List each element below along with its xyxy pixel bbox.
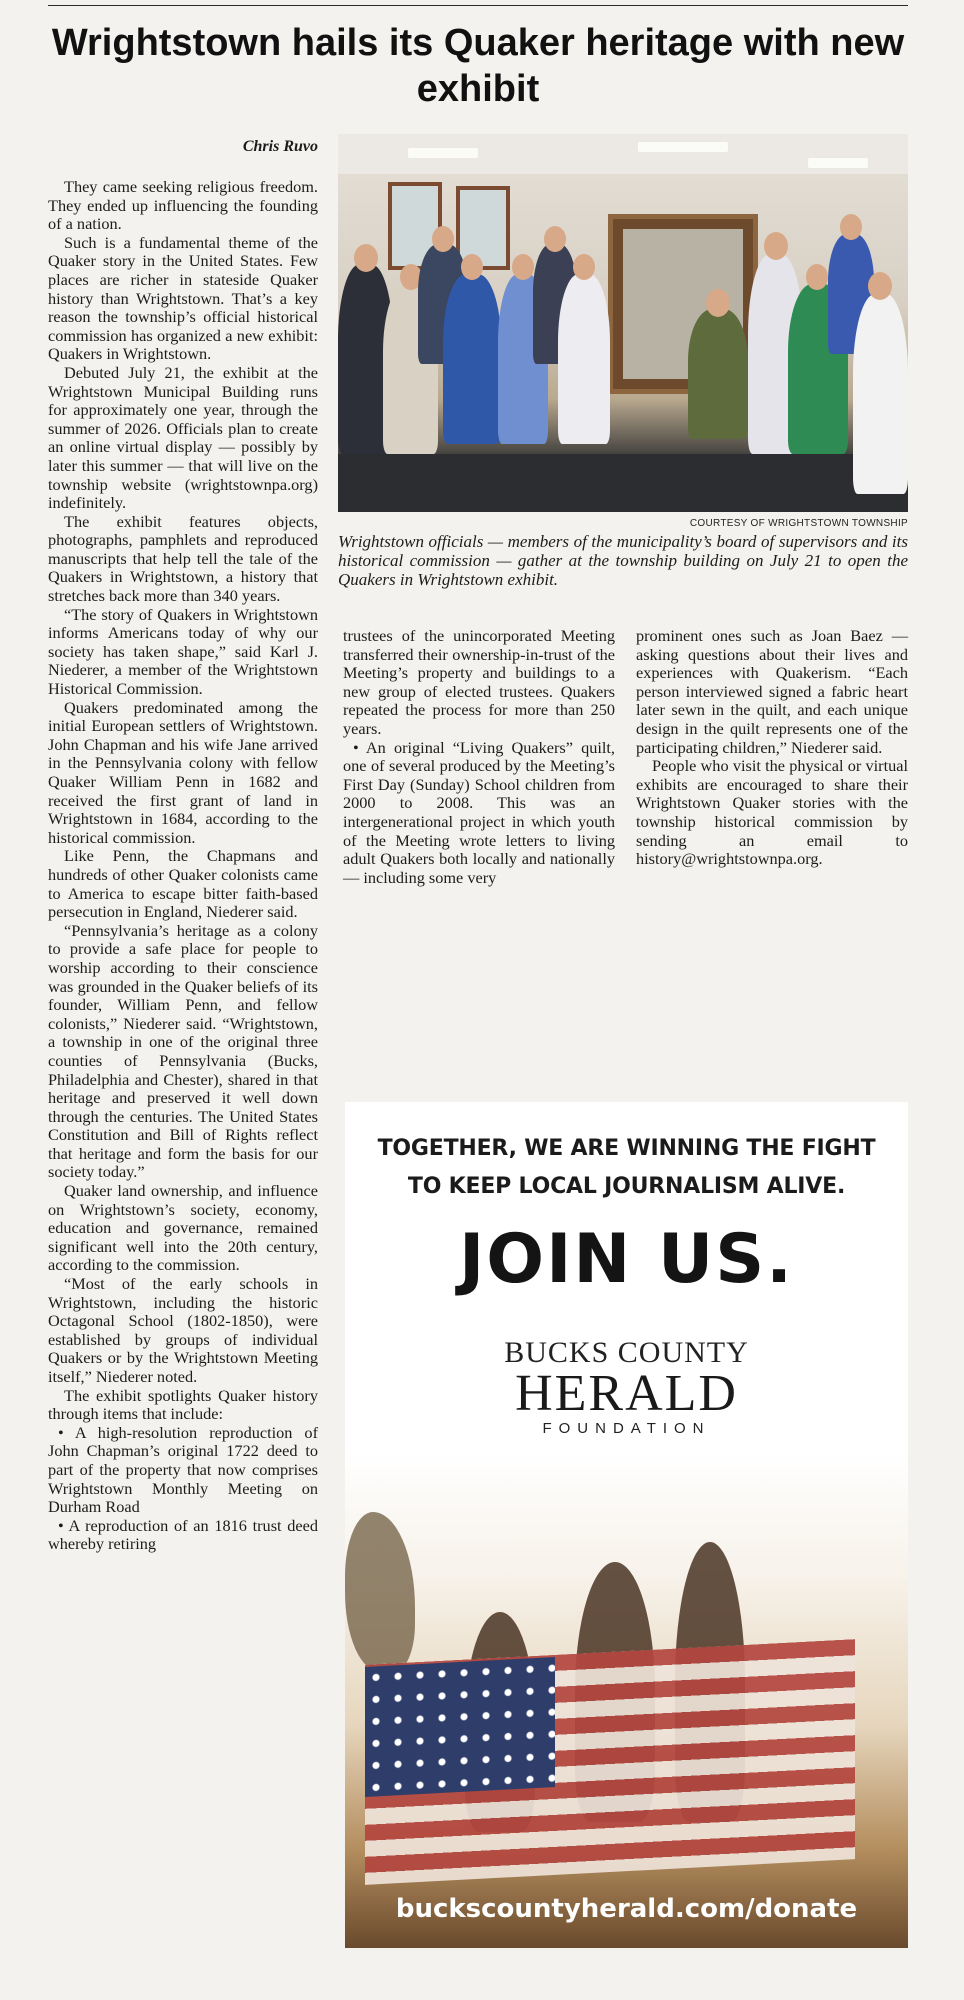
ad-flag-photo (345, 1452, 908, 1948)
exhibit-photo (338, 134, 908, 512)
paragraph: Quakers predominated among the initial European settlers of Wrightstown. John Chapman and his wife Jane arrived in the Pennsylvania colony with fellow Quaker William Penn in 1682 and received the first grant of land in Wrightstown in 1684, according to the historical commission. (48, 697, 318, 847)
headline: Wrightstown hails its Quaker heritage with new exhibit (51, 22, 905, 110)
article-column-1 (48, 178, 318, 1554)
donation-ad (345, 1102, 908, 1948)
bullet-item: • A high-resolution reproduction of John Chapman’s original 1722 deed to part of the property that now comprises Wrightstown Monthly Meeting on Durham Road (48, 1422, 318, 1517)
person-head (764, 232, 788, 260)
floor-mat (338, 454, 908, 512)
paragraph: People who visit the physical or virtual exhibits are encouraged to share their Wrightstown Quaker stories with the township historical commission by sending an email to history@wrightstownpa.org. (636, 756, 908, 869)
tree-silhouette (345, 1512, 415, 1672)
person-head (706, 289, 730, 317)
ceiling-light (638, 142, 728, 152)
person-head (840, 214, 862, 240)
person-head (806, 264, 828, 290)
paragraph: “Most of the early schools in Wrightstown, including the historic Octagonal School (1802-1850), were established by groups of individual Quakers or by the Wrightstown Meeting itself,” Niederer noted. (48, 1274, 318, 1386)
paragraph: “The story of Quakers in Wrightstown informs Americans today of why our society has taken shape,” said Karl J. Niederer, a member of the Wrightstown Historical Commission. (48, 604, 318, 699)
foundation-logo-top: BUCKS COUNTY (504, 1336, 749, 1369)
article-column-3 (636, 627, 908, 869)
bullet-item: • A reproduction of an 1816 trust deed whereby retiring (48, 1515, 318, 1554)
paragraph: Such is a fundamental theme of the Quaker story in the United States. Few places are richer in stateside Quaker history than Wrightstown. That’s a key reason the township’s official historical commission has organized a new exhibit: Quakers in Wrightstown. (48, 232, 318, 364)
paragraph: The exhibit features objects, photographs, pamphlets and reproduced manuscripts that help tell the tale of the Quakers in Wrightstown, a history that stretches back more than 340 years. (48, 511, 318, 606)
person-head (354, 244, 378, 272)
paragraph: Quaker land ownership, and influence on Wrightstown’s society, economy, education and governance, remained significant well into the 20th century, according to the commission. (48, 1181, 318, 1275)
person-head (544, 226, 566, 252)
paragraph: They came seeking religious freedom. They ended up influencing the founding of a nation. (48, 177, 318, 234)
person (443, 274, 501, 444)
paragraph: prominent ones such as Joan Baez — asking questions about their lives and experiences with Quakerism. “Each person interviewed signed a fabric heart later sewn in the quilt, and each unique design in the quilt represents one of the participating children,” Niederer said. (636, 626, 908, 757)
ad-join-us: JOIN US. (458, 1220, 794, 1299)
foundation-logo-main: HERALD (515, 1365, 738, 1422)
foundation-logo-sub: FOUNDATION (542, 1420, 711, 1437)
ad-tagline-line-1: TOGETHER, WE ARE WINNING THE FIGHT (377, 1136, 876, 1161)
person (688, 309, 748, 439)
person (853, 294, 908, 494)
top-rule (48, 5, 908, 6)
paragraph: Debuted July 21, the exhibit at the Wrightstown Municipal Building runs for approximately one year, through the summer of 2026. Officials plan to create an online virtual display — possibly by later this summer — that will live on the township website (wrightstownpa.org) indefinitely. (48, 362, 318, 513)
ad-tagline-line-2: TO KEEP LOCAL JOURNALISM ALIVE. (407, 1174, 846, 1199)
person-head (512, 254, 534, 280)
article-column-2 (343, 627, 615, 887)
byline: Chris Ruvo (242, 138, 318, 155)
photo-caption: Wrightstown officials — members of the municipality’s board of supervisors and its historical commission — gather at the township building on July 21 to open the Quakers in Wrightstown exhibit. (338, 532, 908, 589)
person-head (868, 272, 892, 300)
person-head (432, 226, 454, 252)
person-head (461, 254, 483, 280)
ceiling-light (808, 158, 868, 168)
paragraph: The exhibit spotlights Quaker history through items that include: (48, 1385, 318, 1424)
person (558, 274, 610, 444)
donate-url[interactable]: buckscountyherald.com/donate (395, 1894, 858, 1924)
paragraph: Like Penn, the Chapmans and hundreds of other Quaker colonists came to America to escape bitter faith-based persecution in England, Niederer said. (48, 846, 318, 922)
person-head (573, 254, 595, 280)
ceiling-light (408, 148, 478, 158)
flag-union (365, 1657, 555, 1797)
paragraph: trustees of the unincorporated Meeting transferred their ownership-in-trust of the Meeting’s property and buildings to a new group of elected trustees. Quakers repeated the process for more than 250 years. (343, 626, 615, 738)
paragraph: “Pennsylvania’s heritage as a colony to provide a safe place for people to worship according to their conscience was grounded in the Quaker beliefs of its founder, William Penn, and fellow colonists,” Niederer said. “Wrightstown, a township in one of the original three counties of Pennsylvania (Bucks, Philadelphia and Chester), shared in that heritage and preserved it well down through the centuries. The United States Constitution and Bill of Rights reflect that heritage and form the basis for our society today.” (48, 920, 318, 1182)
bullet-item: • An original “Living Quakers” quilt, one of several produced by the Meeting’s First Day (Sunday) School children from 2000 to 2008. This was an intergenerational project in which youth of the Meeting wrote letters to living adult Quakers both locally and nationally — including some very (343, 737, 615, 887)
photo-credit: COURTESY OF WRIGHTSTOWN TOWNSHIP (689, 518, 908, 529)
